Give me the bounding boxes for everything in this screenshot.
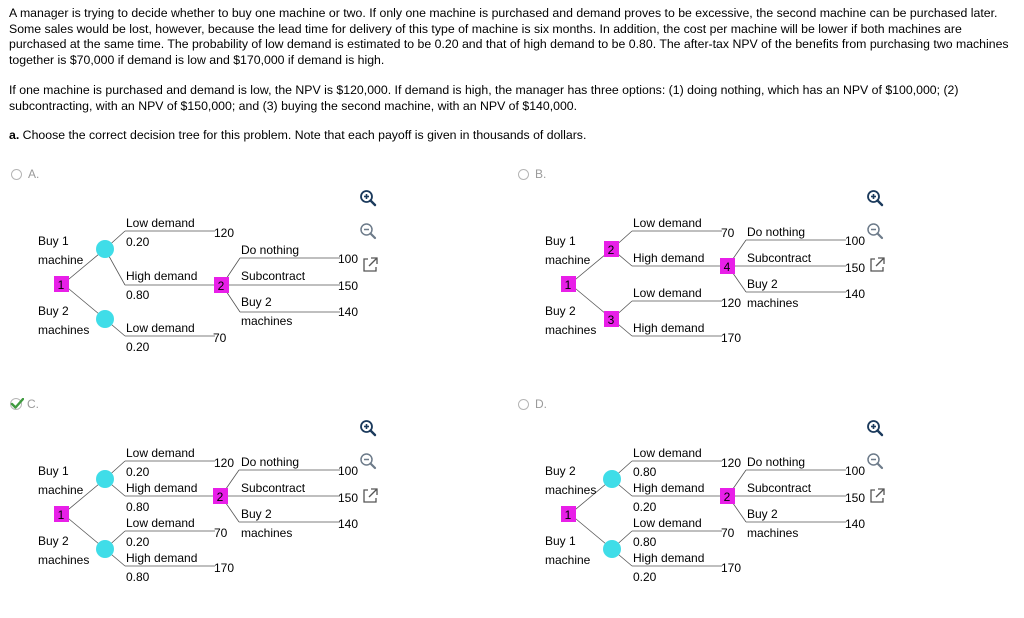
popout-icon[interactable] <box>361 256 379 274</box>
tree-b-high-demand-2: High demand <box>633 321 705 335</box>
tree-d-high-demand-1-prob: 0.20 <box>633 500 657 514</box>
tree-c-high-demand-1-prob: 0.80 <box>126 500 150 514</box>
tree-d-payoff-do-nothing: 100 <box>845 464 866 478</box>
tree-d-branch-1-line2: machines <box>545 483 597 497</box>
question-paragraph-2: If one machine is purchased and demand is low, the NPV is $120,000. If demand is high, the manager has three options: (1) doing nothing, which has an NPV of $100,000; (2) subcontracting, with an NPV of $150,000; and (3) buying the second machine, with an NPV of $140,000. <box>9 83 959 113</box>
popout-icon[interactable] <box>868 487 886 505</box>
tree-c-payoff-subcontract: 150 <box>338 491 359 505</box>
tree-b-node-1-label: 1 <box>564 278 572 292</box>
tree-d-payoff-buy2: 140 <box>845 517 866 531</box>
tree-c-branch-2-line2: machines <box>38 553 90 567</box>
zoom-out-icon[interactable] <box>359 452 377 470</box>
tree-a-option-buy2-line1: Buy 2 <box>241 295 272 309</box>
tree-a-node-1-label: 1 <box>57 278 65 292</box>
tree-b-payoff-low-2: 120 <box>721 296 742 310</box>
tree-c <box>38 446 358 584</box>
tree-a-branch-2-line1: Buy 2 <box>38 304 69 318</box>
part-label: a. <box>9 128 20 142</box>
tree-c-chance-node-1 <box>96 470 114 488</box>
tree-b-high-demand-1: High demand <box>633 251 705 265</box>
tree-d-option-buy2-line1: Buy 2 <box>747 507 778 521</box>
tree-b-low-demand-2: Low demand <box>633 286 702 300</box>
tree-b-node-3-label: 3 <box>607 313 615 327</box>
tree-b-option-subcontract: Subcontract <box>747 251 812 265</box>
tree-a-branch-1-line1: Buy 1 <box>38 234 69 248</box>
tree-d-payoff-high-2: 170 <box>721 561 742 575</box>
tree-a-payoff-buy2: 140 <box>338 305 359 319</box>
tree-d-high-demand-2: High demand <box>633 551 705 565</box>
tree-c-payoff-low-1: 120 <box>214 456 235 470</box>
tree-d-low-demand-1-prob: 0.80 <box>633 465 657 479</box>
popout-icon[interactable] <box>868 256 886 274</box>
tree-c-high-demand-2: High demand <box>126 551 198 565</box>
tree-a <box>38 216 358 354</box>
tree-d-branch-2-line2: machine <box>545 553 591 567</box>
tree-a-payoff-subcontract: 150 <box>338 279 359 293</box>
tree-d <box>545 446 865 584</box>
tree-b-payoff-high-2: 170 <box>721 331 742 345</box>
tree-c-option-do-nothing: Do nothing <box>241 455 300 469</box>
tree-c-chance-node-2 <box>96 540 114 558</box>
tree-b-payoff-buy2: 140 <box>845 287 866 301</box>
zoom-in-icon[interactable] <box>359 189 377 207</box>
tree-c-high-demand-1: High demand <box>126 481 198 495</box>
tree-b-node-4-label: 4 <box>723 260 731 274</box>
tree-d-branch-2-line1: Buy 1 <box>545 534 576 548</box>
tree-d-low-demand-2: Low demand <box>633 516 702 530</box>
tree-c-option-buy2-line1: Buy 2 <box>241 507 272 521</box>
tree-a-branch-2-line2: machines <box>38 323 90 337</box>
zoom-out-icon[interactable] <box>866 452 884 470</box>
tree-c-payoff-do-nothing: 100 <box>338 464 359 478</box>
tree-d-high-demand-2-prob: 0.20 <box>633 570 657 584</box>
tree-a-low-demand-1-prob: 0.20 <box>126 235 150 249</box>
tree-c-low-demand-2: Low demand <box>126 516 195 530</box>
tree-a-high-demand-1: High demand <box>126 269 198 283</box>
tree-d-option-buy2-line2: machines <box>747 526 799 540</box>
option-d-letter: D. <box>535 397 547 411</box>
tree-c-branch-1-line1: Buy 1 <box>38 464 69 478</box>
tree-b-option-buy2-line2: machines <box>747 296 799 310</box>
tree-b-branch-1-line1: Buy 1 <box>545 234 576 248</box>
option-a-letter: A. <box>28 167 40 181</box>
tree-c-option-subcontract: Subcontract <box>241 481 306 495</box>
tree-d-branch-1-line1: Buy 2 <box>545 464 576 478</box>
tree-c-node-2-label: 2 <box>216 490 224 504</box>
tree-c-low-demand-2-prob: 0.20 <box>126 535 150 549</box>
tree-d-low-demand-2-prob: 0.80 <box>633 535 657 549</box>
tree-a-node-2-label: 2 <box>217 279 225 293</box>
tree-c-branch-2-line1: Buy 2 <box>38 534 69 548</box>
tree-d-payoff-low-1: 120 <box>721 456 742 470</box>
tree-d-node-2-label: 2 <box>723 490 731 504</box>
tree-b-node-2-label: 2 <box>607 243 615 257</box>
tree-a-payoff-low-2: 70 <box>213 331 227 345</box>
tree-a-low-demand-2: Low demand <box>126 321 195 335</box>
tree-c-low-demand-1-prob: 0.20 <box>126 465 150 479</box>
tree-b-option-do-nothing: Do nothing <box>747 225 806 239</box>
tree-d-option-do-nothing: Do nothing <box>747 455 806 469</box>
zoom-in-icon[interactable] <box>866 419 884 437</box>
tree-c-payoff-high-2: 170 <box>214 561 235 575</box>
tree-b <box>545 216 865 345</box>
tree-d-low-demand-1: Low demand <box>633 446 702 460</box>
option-b-letter: B. <box>535 167 547 181</box>
tree-d-chance-node-1 <box>603 470 621 488</box>
tree-b-option-buy2-line1: Buy 2 <box>747 277 778 291</box>
tree-d-chance-node-2 <box>603 540 621 558</box>
tree-b-payoff-subcontract: 150 <box>845 261 866 275</box>
zoom-out-icon[interactable] <box>359 222 377 240</box>
tree-c-low-demand-1: Low demand <box>126 446 195 460</box>
tree-a-branch-1-line2: machine <box>38 253 84 267</box>
tree-b-payoff-low-1: 70 <box>721 226 735 240</box>
tree-d-option-subcontract: Subcontract <box>747 481 812 495</box>
tree-d-high-demand-1: High demand <box>633 481 705 495</box>
tree-a-chance-node-1 <box>96 240 114 258</box>
tree-c-node-1-label: 1 <box>57 508 65 522</box>
tree-b-payoff-do-nothing: 100 <box>845 234 866 248</box>
tree-c-branch-1-line2: machine <box>38 483 84 497</box>
option-c-letter: C. <box>27 397 39 411</box>
tree-c-high-demand-2-prob: 0.80 <box>126 570 150 584</box>
tree-c-option-buy2-line2: machines <box>241 526 293 540</box>
tree-a-chance-node-2 <box>96 310 114 328</box>
tree-a-option-buy2-line2: machines <box>241 314 293 328</box>
question-paragraph-1: A manager is trying to decide whether to buy one machine or two. If only one machine is purchased and demand proves to be excessive, the second machine can be purchased later. Some sales would be lost, however, because the lead time for delivery of this type of machine is six months. In addition, the cost per machine will be lower if both machines are purchased at the same time. The probability of low demand is estimated to be 0.20 and that of high demand to be 0.80. The after-tax NPV of the benefits from purchasing two machines together is $70,000 if demand is low and $170,000 if demand is high. <box>9 6 1009 68</box>
tree-c-payoff-buy2: 140 <box>338 517 359 531</box>
tree-d-payoff-subcontract: 150 <box>845 491 866 505</box>
tree-b-branch-2-line2: machines <box>545 323 597 337</box>
tree-a-payoff-do-nothing: 100 <box>338 252 359 266</box>
tree-c-payoff-low-2: 70 <box>214 526 228 540</box>
popout-icon[interactable] <box>361 487 379 505</box>
tree-d-node-1-label: 1 <box>564 508 572 522</box>
zoom-out-icon[interactable] <box>866 222 884 240</box>
tree-a-high-demand-1-prob: 0.80 <box>126 288 150 302</box>
tree-b-low-demand-1: Low demand <box>633 216 702 230</box>
tree-a-low-demand-1: Low demand <box>126 216 195 230</box>
zoom-in-icon[interactable] <box>359 419 377 437</box>
tree-b-branch-2-line1: Buy 2 <box>545 304 576 318</box>
zoom-in-icon[interactable] <box>866 189 884 207</box>
tree-a-option-do-nothing: Do nothing <box>241 243 300 257</box>
part-text: Choose the correct decision tree for this problem. Note that each payoff is given in thousands of dollars. <box>19 128 587 142</box>
tree-a-payoff-low-1: 120 <box>214 226 235 240</box>
tree-d-payoff-low-2: 70 <box>721 526 735 540</box>
tree-b-branch-1-line2: machine <box>545 253 591 267</box>
tree-a-low-demand-2-prob: 0.20 <box>126 340 150 354</box>
tree-a-option-subcontract: Subcontract <box>241 269 306 283</box>
